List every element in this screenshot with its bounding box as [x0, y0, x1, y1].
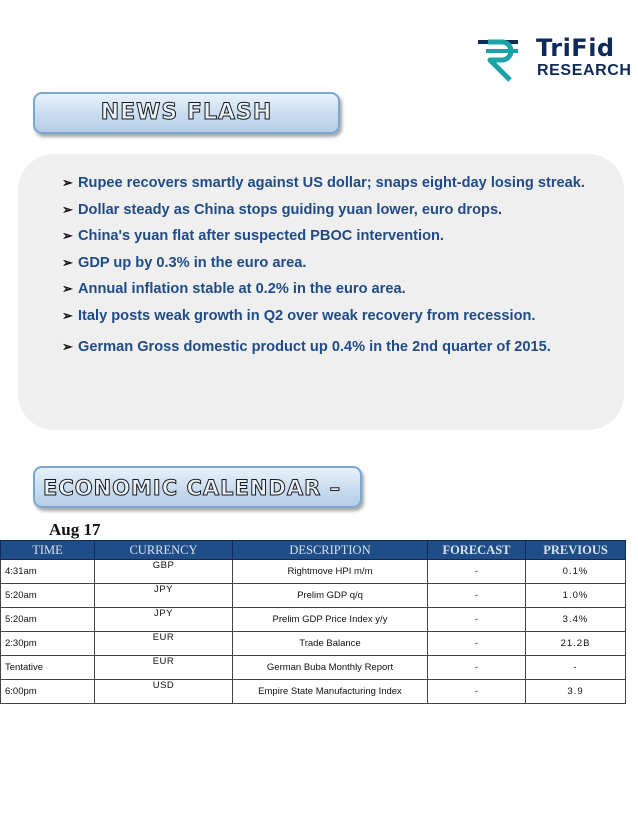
- news-list: [62, 170, 602, 361]
- cell-currency: USD: [95, 680, 233, 704]
- cell-description: Empire State Manufacturing Index: [233, 680, 428, 704]
- table-row: [1, 560, 626, 584]
- news-item: ➢ Dollar steady as China stops guiding yuan lower, euro drops.: [62, 197, 602, 224]
- table-header-row: [1, 541, 626, 560]
- arrow-bullet-icon: ➢: [62, 175, 73, 190]
- cell-currency: JPY: [95, 608, 233, 632]
- header-time: TIME: [1, 541, 95, 560]
- table-row: [1, 608, 626, 632]
- news-item: ➢ GDP up by 0.3% in the euro area.: [62, 250, 602, 277]
- brand-name: TriFid: [536, 34, 615, 62]
- cell-time: Tentative: [1, 656, 95, 680]
- cell-previous: 21.2B: [526, 632, 626, 656]
- cell-time: 2:30pm: [1, 632, 95, 656]
- cell-forecast: -: [428, 632, 526, 656]
- cell-description: Prelim GDP Price Index y/y: [233, 608, 428, 632]
- table-row: [1, 632, 626, 656]
- cell-currency: JPY: [95, 584, 233, 608]
- cell-previous: 3.4%: [526, 608, 626, 632]
- table-row: [1, 584, 626, 608]
- news-item: ➢ Italy posts weak growth in Q2 over weak recovery from recession.: [62, 303, 602, 330]
- cell-previous: 3.9: [526, 680, 626, 704]
- table-row: [1, 656, 626, 680]
- news-item: ➢ Rupee recovers smartly against US dollar; snaps eight-day losing streak.: [62, 170, 602, 197]
- cell-forecast: -: [428, 560, 526, 584]
- header-previous: PREVIOUS: [526, 541, 626, 560]
- cell-time: 5:20am: [1, 584, 95, 608]
- rupee-logo-icon: [474, 32, 534, 84]
- cell-currency: EUR: [95, 656, 233, 680]
- cell-forecast: -: [428, 680, 526, 704]
- news-item: ➢ Annual inflation stable at 0.2% in the euro area.: [62, 276, 602, 303]
- calendar-date: Aug 17: [49, 520, 101, 539]
- cell-currency: GBP: [95, 560, 233, 584]
- news-panel: [18, 154, 624, 430]
- cell-description: German Buba Monthly Report: [233, 656, 428, 680]
- economic-calendar-table: [0, 540, 626, 704]
- cell-forecast: -: [428, 584, 526, 608]
- economic-calendar-heading: [33, 466, 362, 539]
- cell-previous: -: [526, 656, 626, 680]
- cell-description: Prelim GDP q/q: [233, 584, 428, 608]
- cell-previous: 1.0%: [526, 584, 626, 608]
- news-item: ➢ German Gross domestic product up 0.4% in the 2nd quarter of 2015.: [62, 334, 602, 361]
- brand-subtitle: RESEARCH: [537, 62, 632, 79]
- arrow-bullet-icon: ➢: [62, 201, 73, 217]
- cell-description: Trade Balance: [233, 632, 428, 656]
- cell-forecast: -: [428, 608, 526, 632]
- news-flash-heading: NEWS FLASH: [33, 92, 340, 134]
- arrow-bullet-icon: ➢: [62, 254, 73, 270]
- cell-time: 5:20am: [1, 608, 95, 632]
- table-row: [1, 680, 626, 704]
- arrow-bullet-icon: ➢: [62, 228, 73, 243]
- calendar-title: ECONOMIC CALENDAR –: [43, 476, 342, 500]
- news-item: ➢ China's yuan flat after suspected PBOC intervention.: [62, 223, 602, 250]
- arrow-bullet-icon: ➢: [62, 281, 73, 296]
- cell-time: 6:00pm: [1, 680, 95, 704]
- cell-currency: EUR: [95, 632, 233, 656]
- header-currency: CURRENCY: [95, 541, 233, 560]
- arrow-bullet-icon: ➢: [62, 307, 73, 323]
- header-description: DESCRIPTION: [233, 541, 428, 560]
- header-forecast: FORECAST: [428, 541, 526, 560]
- cell-description: Rightmove HPI m/m: [233, 560, 428, 584]
- trifid-research-logo: [474, 32, 632, 84]
- arrow-bullet-icon: ➢: [62, 339, 73, 354]
- cell-time: 4:31am: [1, 560, 95, 584]
- cell-forecast: -: [428, 656, 526, 680]
- cell-previous: 0.1%: [526, 560, 626, 584]
